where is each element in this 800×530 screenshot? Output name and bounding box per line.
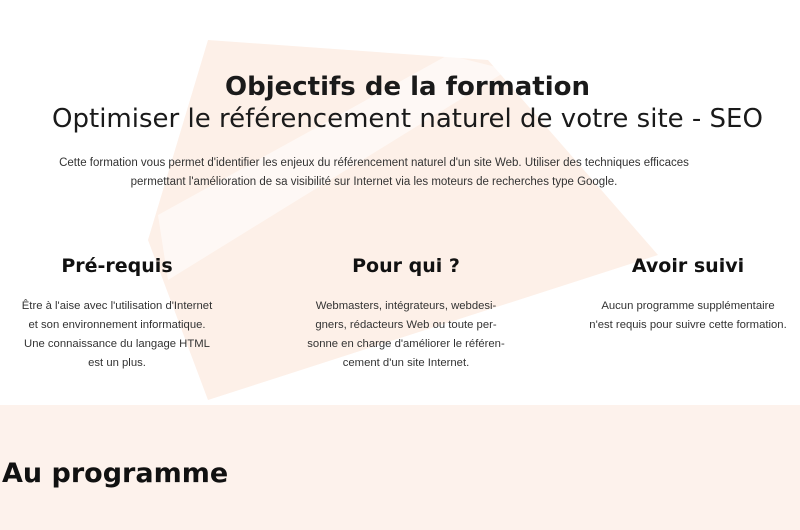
text-line: est un plus. <box>88 357 146 369</box>
text-line: sonne en charge d'améliorer le référen- <box>307 338 505 350</box>
text-line: Webmasters, intégrateurs, webdesi- <box>315 300 497 312</box>
text-line: n'est requis pour suivre cette formation. <box>589 319 787 331</box>
prerequisites-text <box>4 297 230 373</box>
audience-text <box>287 297 525 373</box>
text-line: Une connaissance du langage HTML <box>24 338 210 350</box>
audience-heading: Pour qui ? <box>352 255 460 277</box>
text-line: Être à l'aise avec l'utilisation d'Internet <box>21 300 213 312</box>
text-line: Aucun programme supplémentaire <box>601 300 775 312</box>
prior-course-text <box>568 297 800 335</box>
prior-course-heading: Avoir suivi <box>631 255 745 277</box>
prerequisites-heading: Pré-requis <box>61 255 173 277</box>
program-title: Au programme <box>2 458 229 489</box>
prerequisites-column <box>0 255 234 373</box>
objectives-intro <box>0 154 748 192</box>
objectives-title: Objectifs de la formation <box>224 72 590 102</box>
objectives-subtitle: Optimiser le référencement naturel de votre site - SEO <box>52 104 763 134</box>
text-line: et son environnement informatique. <box>28 319 206 331</box>
text-line: cement d'un site Internet. <box>342 357 470 369</box>
intro-line: permettant l'amélioration de sa visibilité sur Internet via les moteurs de recherches type Google. <box>130 176 618 188</box>
prior-course-column <box>560 255 800 335</box>
intro-line: Cette formation vous permet d'identifier les enjeux du référencement naturel d'un site Web. Utiliser des techniques efficaces <box>59 157 689 169</box>
text-line: gners, rédacteurs Web ou toute per- <box>315 319 497 331</box>
audience-column <box>282 255 530 373</box>
